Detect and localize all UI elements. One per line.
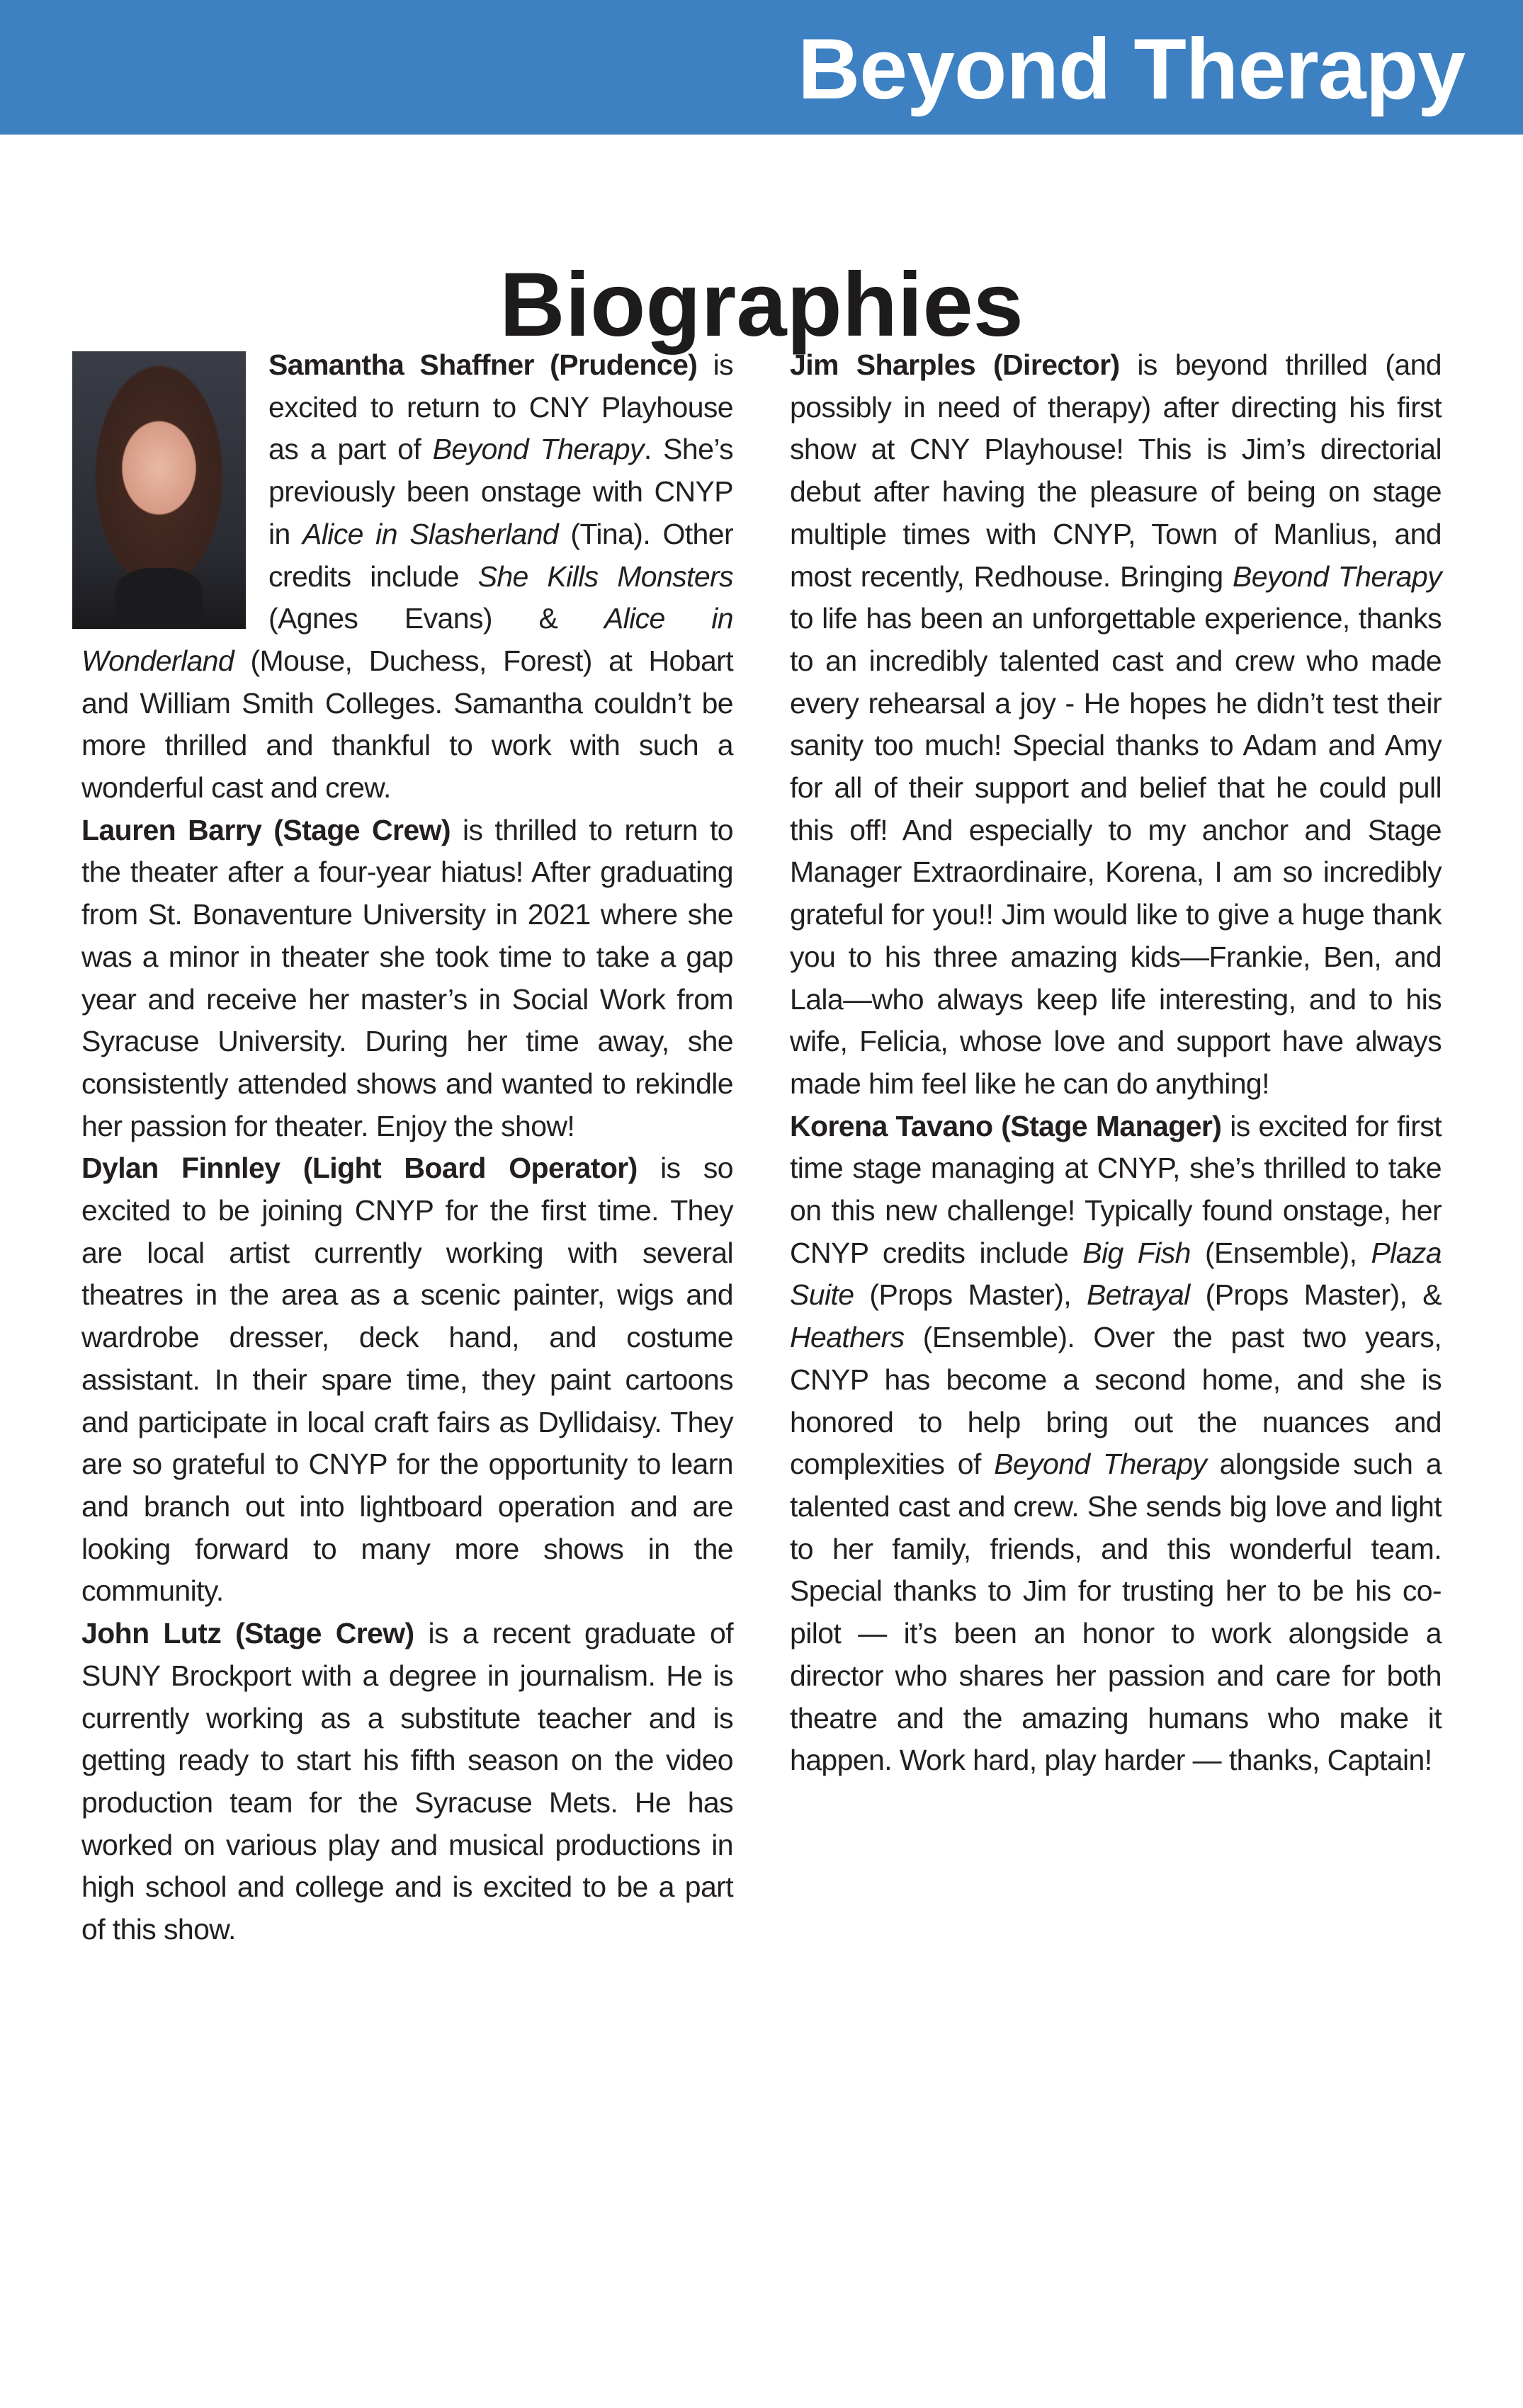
bio-text: to life has been an unforgettable experience, thanks to an incredibly talented cast and crew who made every rehearsal a joy - He hopes he didn’t test their sanity too much! Special thanks to Adam and Amy for all of their support and belief that he could pull this off! And especially to my anchor and Stage Manager Extraordinaire, Korena, I am so incredibly grateful for you!! Jim would like to give a huge thank you to his three amazing kids—Frankie, Ben, and Lala—who always keep life interesting, and to his wife, Felicia, whose love and support have always made him feel like he can do anything!	[790, 602, 1442, 1100]
show-title-italic: Betrayal	[1087, 1278, 1190, 1312]
bio-name: John Lutz (Stage Crew)	[81, 1617, 414, 1650]
bio-text: (Props Master), &	[1189, 1278, 1442, 1312]
biography-paragraph	[790, 1106, 1442, 1782]
bio-text: is excited for first time stage managing at CNYP, she’s thrilled to take on this new challenge! Typically found onstage, her CNYP credits include	[790, 1109, 1442, 1269]
bio-text: (Tina). Other credits include	[268, 517, 733, 593]
show-title-italic: Plaza Suite	[790, 1236, 1442, 1312]
right-column	[790, 344, 1442, 1782]
bio-text: is so excited to be joining CNYP for the first time. They are local artist currently working with several theatres in the area as a scenic painter, wigs and wardrobe dresser, deck hand, and costume assistant. In their spare time, they paint cartoons and participate in local craft fairs as Dyllidaisy. They are so grateful to CNYP for the opportunity to learn and branch out into lightboard operation and are looking forward to many more shows in the community.	[81, 1152, 733, 1608]
biography-paragraph	[81, 810, 733, 1148]
bio-name: Dylan Finnley (Light Board Operator)	[81, 1152, 638, 1185]
bio-text: is thrilled to return to the theater after a four-year hiatus! After graduating from St. Bonaventure University in 2021 where she was a minor in theater she took time to take a gap year and receive her master’s in Social Work from Syracuse University. During her time away, she consistently attended shows and wanted to rekindle her passion for theater. Enjoy the show!	[81, 813, 733, 1142]
show-title-italic: Alice in Slasherland	[302, 517, 559, 550]
show-title-italic: She Kills Monsters	[477, 560, 733, 593]
headshot-photo	[72, 351, 246, 629]
bio-text: (Mouse, Duchess, Forest) at Hobart and William Smith Colleges. Samantha couldn’t be more thrilled and thankful to work with such a wonderful cast and crew.	[81, 644, 733, 805]
show-title-italic: Heathers	[790, 1321, 905, 1354]
bio-text: is a recent graduate of SUNY Brockport with a degree in journalism. He is currently working as a substitute teacher and is getting ready to start his fifth season on the video production team for the Syracuse Mets. He has worked on various play and musical productions in high school and college and is excited to be a part of this show.	[81, 1617, 733, 1946]
header-banner	[0, 0, 1523, 135]
show-title-italic: Alice in Wonderland	[81, 602, 733, 677]
bio-text: alongside such a talented cast and crew. She sends big love and light to her family, friends, and this wonderful team. Special thanks to Jim for trusting her to be his co-pilot — it’s been an honor to work alongside a director who shares her passion and care for both theatre and the amazing humans who make it happen. Work hard, play harder — thanks, Captain!	[790, 1448, 1442, 1777]
bio-name: Korena Tavano (Stage Manager)	[790, 1109, 1222, 1142]
bio-text: is excited to return to CNY Playhouse as a part of	[268, 348, 733, 466]
page-title: Biographies	[499, 254, 1024, 356]
bio-text: (Props Master),	[854, 1278, 1087, 1312]
show-title: Beyond Therapy	[798, 21, 1465, 117]
left-column	[81, 344, 733, 1951]
bio-name: Samantha Shaffner (Prudence)	[268, 348, 698, 381]
show-title-italic: Beyond Therapy	[994, 1448, 1207, 1481]
bio-text: is beyond thrilled (and possibly in need of therapy) after directing his first show at CNY Playhouse! This is Jim’s directorial debut after having the pleasure of being on stage multiple times with CNYP, Town of Manlius, and most recently, Redhouse. Bringing	[790, 348, 1442, 593]
biography-paragraph	[81, 1147, 733, 1613]
bio-text: . She’s previously been onstage with CNYP in	[268, 433, 733, 550]
show-title-italic: Beyond Therapy	[1232, 560, 1442, 593]
bio-name: Lauren Barry (Stage Crew)	[81, 813, 451, 846]
bio-name: Jim Sharples (Director)	[790, 348, 1120, 381]
bio-text: (Agnes Evans) &	[268, 602, 604, 635]
bio-text: (Ensemble). Over the past two years, CNYP has become a second home, and she is honored to help bring out the nuances and complexities of	[790, 1321, 1442, 1481]
show-title-italic: Big Fish	[1082, 1236, 1191, 1269]
biography-paragraph	[81, 1613, 733, 1951]
bio-text: (Ensemble),	[1190, 1236, 1371, 1269]
show-title-italic: Beyond Therapy	[432, 433, 644, 466]
biography-paragraph	[790, 344, 1442, 1106]
